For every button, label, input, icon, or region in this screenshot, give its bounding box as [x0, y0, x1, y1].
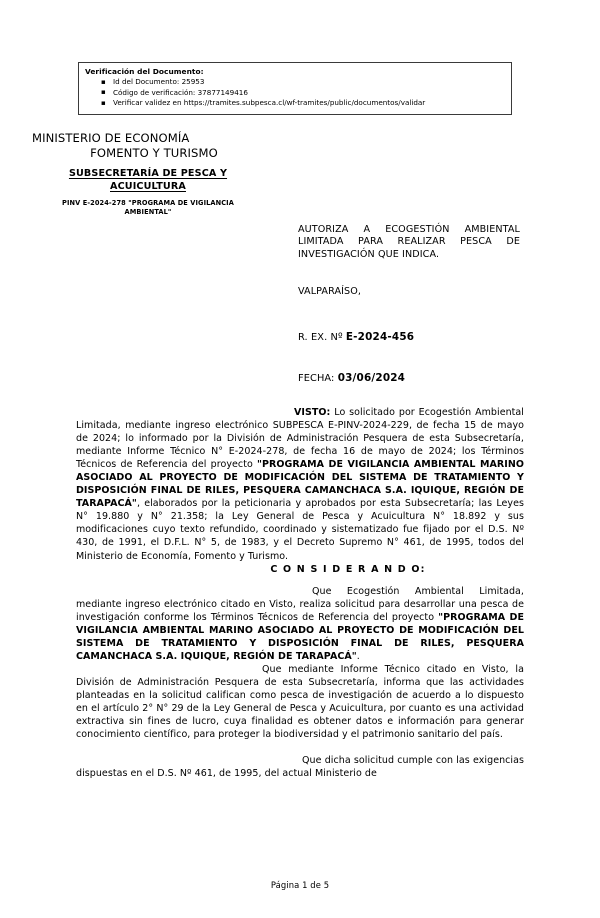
page-indicator: Página 1 de 5 — [270, 880, 330, 890]
letterhead — [32, 131, 264, 216]
issue-city: VALPARAÍSO, — [298, 286, 362, 297]
resolution-line — [298, 331, 414, 343]
cons2-text: Que mediante Informe Técnico citado en Visto, la División de Administración Pesquera de esta Subsecretaría, informa que las actividades planteadas en la solicitud califican como pesca de investigación de acuerdo a lo dispuesto en el artículo 2° N° 29 de la Ley General de Pesca y Acuicultura, por cuanto es una actividad extractiva sin fines de lucro, cuya finalidad es obtener datos e información para generar conocimiento científico, para proteger la biodiversidad y el patrimonio sanitario del país. — [76, 663, 524, 741]
paragraph-considerando-3 — [76, 754, 524, 780]
verification-item-code: ▪ Código de verificación: 37877149416 — [79, 88, 511, 99]
date-label: FECHA: — [298, 373, 338, 384]
considerando-heading: C O N S I D E R A N D O: — [270, 563, 426, 575]
spacer-before-considerando-3 — [76, 741, 524, 754]
ministry-name-line-1: MINISTERIO DE ECONOMÍA — [32, 131, 190, 145]
cons1-text-part-1: Que Ecogestión Ambiental Limitada, mediante ingreso electrónico citado en Visto, realiza solicitud para desarrollar una pesca de investigación conforme los Términos Técnicos de Referencia del proyecto — [76, 585, 524, 623]
date-line — [298, 372, 405, 384]
cons3-text: Que dicha solicitud cumple con las exigencias dispuestas en el D.S. Nº 461, de 1995, del actual Ministerio de — [76, 755, 524, 780]
resolution-label: R. EX. Nº — [298, 332, 346, 343]
authorization-subject: AUTORIZA A ECOGESTIÓN AMBIENTAL LIMITADA PARA REALIZAR PESCA DE INVESTIGACIÓN QUE INDICA. — [298, 224, 520, 260]
paragraph-considerando-2 — [76, 663, 524, 741]
ministry-name-line-2: FOMENTO Y TURISMO — [90, 146, 218, 160]
page-footer — [0, 880, 600, 890]
cons1-project-title: "PROGRAMA DE VIGILANCIA AMBIENTAL MARINO ASOCIADO AL PROYECTO DE MODIFICACIÓN DEL SISTEMA DE TRATAMIENTO Y DISPOSICIÓN FINAL DE RILES, PESQUERA CAMANCHACA S.A. IQUIQUE, REGIÓN DE TARAPACÁ" — [76, 611, 524, 662]
visto-text-part-1: Lo solicitado por Ecogestión Ambiental Limitada, mediante ingreso electrónico SUBPESCA E-PINV-2024-229, de fecha 15 de mayo de 2024; lo informado por la División de Administración Pesquera de esta Subsecretaría, mediante Informe Técnico N° E-2024-278, de fecha 16 de mayo de 2024; los Términos Técnicos de Referencia del proyecto — [76, 407, 524, 471]
document-verification-box — [78, 62, 512, 115]
verification-box-title: Verificación del Documento: — [85, 67, 204, 76]
visto-project-title: "PROGRAMA DE VIGILANCIA AMBIENTAL MARINO ASOCIADO AL PROYECTO DE MODIFICACIÓN DEL SISTEMA DE TRATAMIENTO Y DISPOSICIÓN FINAL DE RILES, PESQUERA CAMANCHACA S.A. IQUIQUE, REGIÓN DE TARAPACÁ" — [76, 459, 524, 510]
date-value: 03/06/2024 — [337, 372, 406, 384]
verification-item-document-id: ▪ Id del Documento: 25953 — [79, 77, 511, 88]
resolution-number: E-2024-456 — [345, 331, 415, 343]
project-code-label: PINV E-2024-278 "PROGRAMA DE VIGILANCIA AMBIENTAL" — [62, 199, 234, 216]
subsecretaria-title — [32, 168, 264, 193]
paragraph-considerando-1 — [76, 585, 524, 663]
cons1-text-part-2: . — [356, 650, 360, 662]
spacer-after-considerando — [76, 576, 524, 585]
verification-items-list — [79, 77, 511, 109]
subsecretaria-title-text: SUBSECRETARÍA DE PESCA Y ACUICULTURA — [68, 168, 228, 192]
visto-text-part-2: , elaborados por la peticionaria y aprobados por esta Subsecretaría; las Leyes N° 19.880 y N° 21.358; la Ley General de Pesca y Acuicultura N° 18.892 y sus modificaciones cuyo texto refundido, coordinado y sistematizado fue fijado por el D.S. Nº 430, de 1991, el D.F.L. N° 5, de 1983, y el Decreto Supremo N° 461, de 1995, todos del Ministerio de Economía, Fomento y Turismo. — [76, 498, 524, 562]
document-body — [76, 406, 524, 780]
verification-item-validation-url: ▪ Verificar validez en https://tramites.subpesca.cl/wf-tramites/public/documentos/validar — [79, 98, 511, 109]
paragraph-visto — [76, 406, 524, 563]
visto-label: VISTO: — [294, 407, 331, 418]
